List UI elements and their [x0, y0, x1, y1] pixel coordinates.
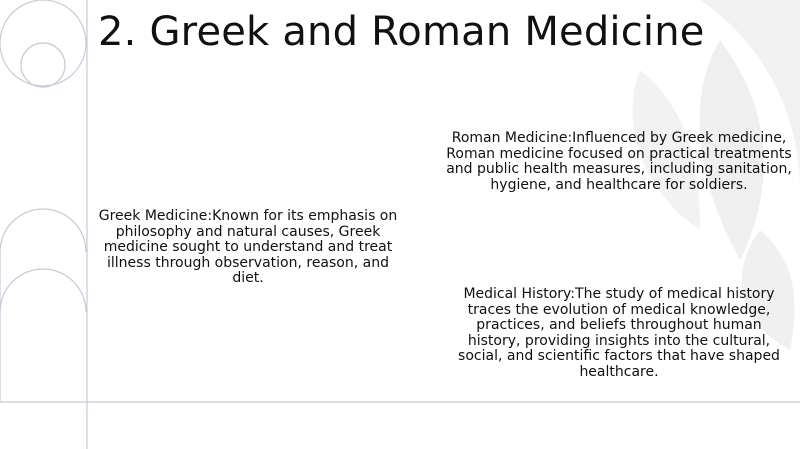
upper-arch	[0, 209, 86, 252]
medical-history-text: Medical History:The study of medical history traces the evolution of medical knowledge, practices, and beliefs throughout human history, providing insights into the cultural, social, and scientific factors that have shaped healthcare.	[458, 286, 780, 380]
lower-arch	[0, 269, 86, 312]
roman-medicine-text: Roman Medicine:Influenced by Greek medicine, Roman medicine focused on practical treatments and public health measures, including sanitation, hygiene, and healthcare for soldiers.	[446, 130, 792, 193]
small-circle	[21, 43, 65, 87]
slide-title: 2. Greek and Roman Medicine	[98, 9, 705, 55]
greek-medicine-text: Greek Medicine:Known for its emphasis on philosophy and natural causes, Greek medicine sought to understand and treat illness through observation, reason, and diet.	[98, 208, 398, 287]
